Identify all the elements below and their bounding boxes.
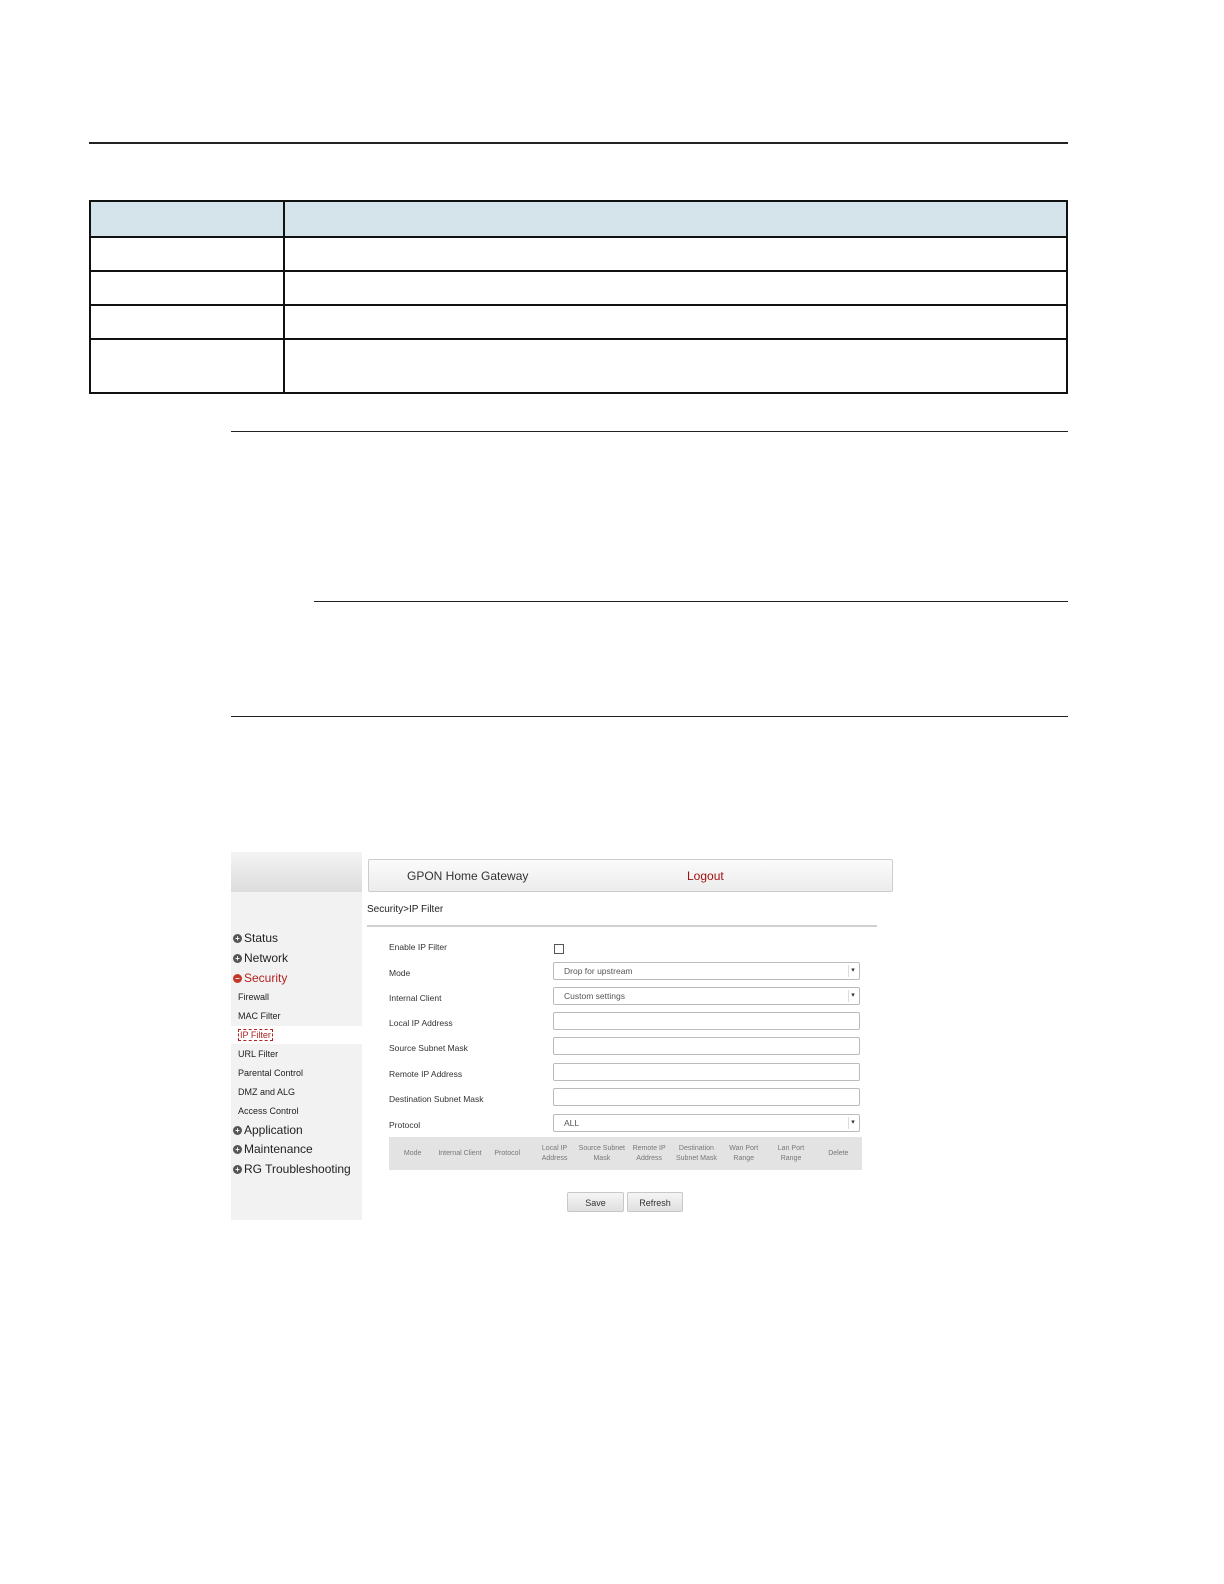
sidebar-item-application[interactable]: + Application	[233, 1123, 303, 1137]
protocol-label: Protocol	[389, 1120, 421, 1130]
column-header: Remote IP Address	[632, 1144, 666, 1162]
column-header: Delete	[828, 1149, 849, 1157]
sidebar-item-ip-filter[interactable]: IP Filter	[240, 1030, 271, 1040]
column-header: Local IP Address	[541, 1144, 568, 1162]
sidebar-item-access-control[interactable]: Access Control	[238, 1106, 299, 1116]
internal-client-select[interactable]: Custom settings ▾	[553, 987, 860, 1005]
sidebar-item-network[interactable]: + Network	[233, 951, 288, 965]
local-ip-label: Local IP Address	[389, 1018, 453, 1028]
sidebar-item-rg-troubleshooting[interactable]: + RG Troubleshooting	[233, 1162, 351, 1176]
chevron-down-icon: ▾	[848, 990, 857, 1002]
plus-icon: +	[233, 1165, 242, 1174]
source-subnet-mask-label: Source Subnet Mask	[389, 1043, 468, 1053]
table-header-row	[90, 201, 1067, 237]
mode-select[interactable]: Drop for upstream ▾	[553, 962, 860, 980]
gateway-title: GPON Home Gateway	[407, 869, 529, 883]
mode-label: Mode	[389, 968, 411, 978]
column-header: Source Subnet Mask	[578, 1144, 625, 1162]
gateway-screenshot	[231, 852, 893, 1220]
breadcrumb: Security>IP Filter	[367, 904, 444, 915]
plus-icon: +	[233, 1145, 242, 1154]
column-header: Wan Port Range	[729, 1144, 759, 1162]
section-rule	[231, 716, 1068, 717]
destination-subnet-mask-label: Destination Subnet Mask	[389, 1094, 484, 1104]
table-row	[90, 305, 1067, 339]
sidebar-item-maintenance[interactable]: + Maintenance	[233, 1142, 313, 1156]
plus-icon: +	[233, 954, 242, 963]
filter-table-header	[389, 1137, 862, 1170]
internal-client-label: Internal Client	[389, 993, 442, 1003]
page-rule-top	[89, 142, 1068, 144]
sidebar-item-dmz-alg[interactable]: DMZ and ALG	[238, 1087, 296, 1097]
plus-icon: +	[233, 934, 242, 943]
protocol-select[interactable]: ALL ▾	[553, 1114, 860, 1132]
section-rule	[231, 431, 1068, 432]
document-table	[89, 200, 1068, 394]
plus-icon: +	[233, 1126, 242, 1135]
column-header: Destination Subnet Mask	[676, 1144, 717, 1162]
enable-ip-filter-checkbox[interactable]	[554, 944, 564, 954]
minus-icon: –	[233, 974, 242, 983]
breadcrumb-divider	[367, 925, 877, 927]
column-header: Internal Client	[438, 1149, 482, 1157]
source-subnet-mask-input[interactable]	[553, 1037, 860, 1055]
remote-ip-input[interactable]	[553, 1063, 860, 1081]
column-header: Mode	[403, 1149, 422, 1157]
table-row	[90, 339, 1067, 393]
table-row	[90, 237, 1067, 271]
column-header: Protocol	[494, 1149, 521, 1157]
logout-link[interactable]: Logout	[687, 869, 724, 883]
sidebar-item-firewall[interactable]: Firewall	[238, 992, 270, 1002]
local-ip-input[interactable]	[553, 1012, 860, 1030]
sidebar-header	[231, 852, 362, 892]
sidebar-item-security[interactable]: – Security	[233, 971, 287, 985]
destination-subnet-mask-input[interactable]	[553, 1088, 860, 1106]
column-header: Lan Port Range	[777, 1144, 805, 1162]
refresh-button[interactable]: Refresh	[627, 1192, 683, 1212]
sidebar-item-url-filter[interactable]: URL Filter	[238, 1049, 279, 1059]
sidebar-item-parental-control[interactable]: Parental Control	[238, 1068, 304, 1078]
sidebar-item-mac-filter[interactable]: MAC Filter	[238, 1011, 281, 1021]
table-row	[90, 271, 1067, 305]
chevron-down-icon: ▾	[848, 1117, 857, 1129]
sidebar-item-status[interactable]: + Status	[233, 931, 278, 945]
save-button[interactable]: Save	[567, 1192, 624, 1212]
section-rule	[314, 601, 1068, 602]
enable-ip-filter-label: Enable IP Filter	[389, 942, 447, 952]
sidebar	[231, 852, 362, 1220]
gateway-header	[368, 859, 893, 892]
chevron-down-icon: ▾	[848, 965, 857, 977]
remote-ip-label: Remote IP Address	[389, 1069, 463, 1079]
